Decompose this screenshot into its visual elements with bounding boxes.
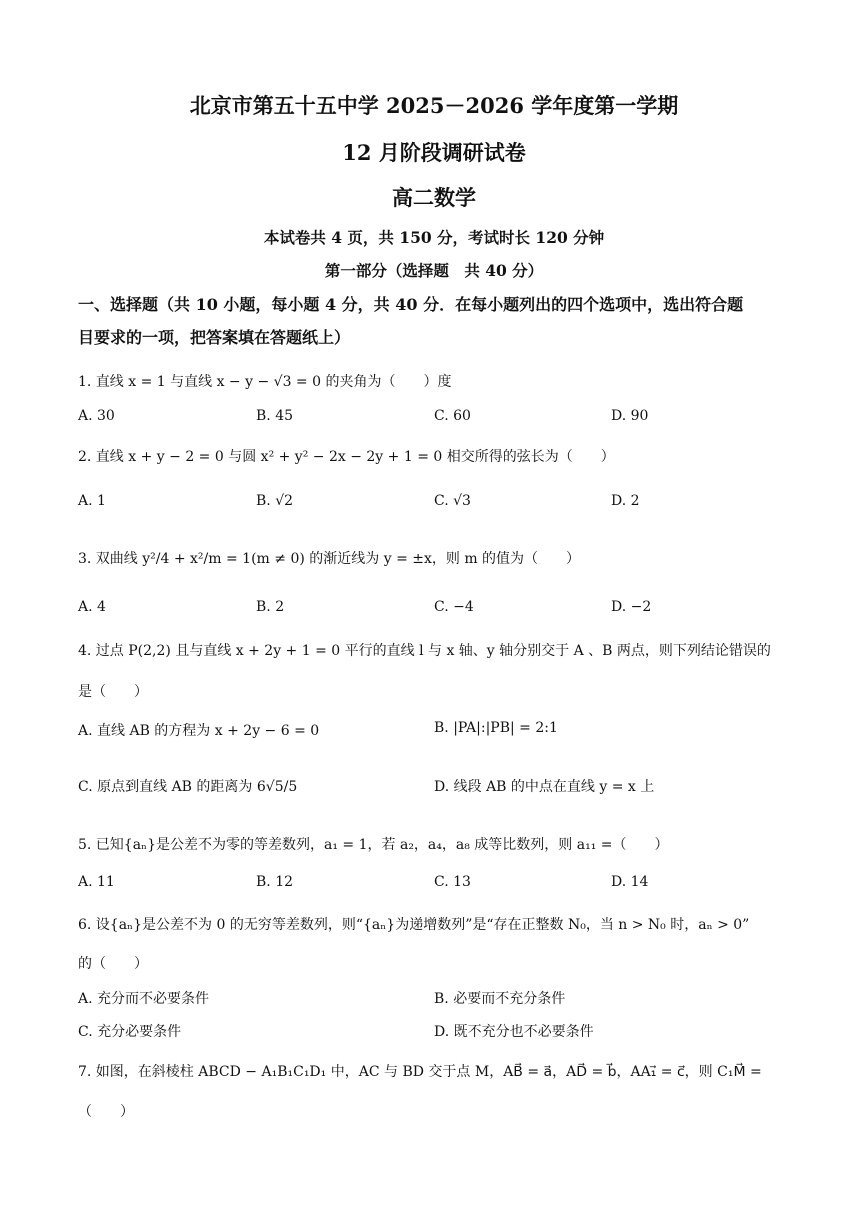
section-instructions-line2: 目要求的一项，把答案填在答题纸上） bbox=[78, 328, 351, 347]
question-2-option-a: A. 1 bbox=[78, 493, 106, 509]
question-4-stem-line2: 是（ ） bbox=[78, 684, 148, 700]
question-5-stem: 5. 已知{aₙ}是公差不为零的等差数列，a₁ = 1，若 a₂，a₄，a₈ 成等比数列，则 a₁₁ =（ ） bbox=[78, 837, 669, 853]
question-6-option-d: D. 既不充分也不必要条件 bbox=[434, 1024, 594, 1040]
question-5-option-b: B. 12 bbox=[256, 874, 294, 890]
question-4-option-a: A. 直线 AB 的方程为 x + 2y − 6 = 0 bbox=[78, 723, 320, 739]
section-instructions-line1: 一、选择题（共 10 小题，每小题 4 分，共 40 分．在每小题列出的四个选项中，选出符合题 bbox=[78, 295, 744, 314]
exam-title-line1: 北京市第五十五中学 2025－2026 学年度第一学期 bbox=[189, 93, 679, 118]
exam-info: 本试卷共 4 页，共 150 分，考试时长 120 分钟 bbox=[263, 228, 605, 247]
question-3-option-d: D. −2 bbox=[611, 599, 652, 615]
question-4-option-d: D. 线段 AB 的中点在直线 y = x 上 bbox=[434, 779, 655, 795]
question-6-option-a: A. 充分而不必要条件 bbox=[78, 991, 210, 1007]
exam-title-line2: 12 月阶段调研试卷 bbox=[342, 140, 526, 165]
question-6-stem-line1: 6. 设{aₙ}是公差不为 0 的无穷等差数列，则“{aₙ}为递增数列”是“存在正整数 N₀，当 n > N₀ 时，aₙ > 0” bbox=[78, 917, 750, 933]
question-2-option-d: D. 2 bbox=[611, 493, 640, 509]
question-6-stem-line2: 的（ ） bbox=[78, 956, 148, 972]
question-7-stem-line1: 7. 如图，在斜棱柱 ABCD − A₁B₁C₁D₁ 中，AC 与 BD 交于点 M，AB⃗ = a⃗，AD⃗ = b⃗，AA₁⃗ = c⃗，则 C₁M⃗ = bbox=[78, 1064, 762, 1080]
question-2-option-c: C. √3 bbox=[434, 493, 471, 509]
exam-subject: 高二数学 bbox=[392, 185, 476, 210]
question-3-option-b: B. 2 bbox=[256, 599, 285, 615]
question-5-option-c: C. 13 bbox=[434, 874, 471, 890]
question-4-option-c: C. 原点到直线 AB 的距离为 6√5/5 bbox=[78, 779, 298, 795]
question-3-option-c: C. −4 bbox=[434, 599, 474, 615]
question-1-option-a: A. 30 bbox=[78, 408, 115, 424]
question-3-option-a: A. 4 bbox=[78, 599, 106, 615]
question-4-option-b: B. |PA|:|PB| = 2:1 bbox=[434, 720, 558, 736]
question-1-option-d: D. 90 bbox=[611, 408, 649, 424]
question-3-stem: 3. 双曲线 y²/4 + x²/m = 1(m ≠ 0) 的渐近线为 y = ±x，则 m 的值为（ ） bbox=[78, 551, 581, 567]
question-2-stem: 2. 直线 x + y − 2 = 0 与圆 x² + y² − 2x − 2y + 1 = 0 相交所得的弦长为（ ） bbox=[78, 449, 615, 465]
question-5-option-d: D. 14 bbox=[611, 874, 649, 890]
question-6-option-c: C. 充分必要条件 bbox=[78, 1024, 182, 1040]
question-1-option-b: B. 45 bbox=[256, 408, 294, 424]
question-7-stem-line2: （ ） bbox=[78, 1104, 134, 1120]
question-6-option-b: B. 必要而不充分条件 bbox=[434, 991, 566, 1007]
question-1-option-c: C. 60 bbox=[434, 408, 471, 424]
part-heading: 第一部分（选择题 共 40 分） bbox=[324, 261, 544, 280]
question-4-stem-line1: 4. 过点 P(2,2) 且与直线 x + 2y + 1 = 0 平行的直线 l 与 x 轴、y 轴分别交于 A 、B 两点，则下列结论错误的 bbox=[78, 643, 771, 659]
question-2-option-b: B. √2 bbox=[256, 493, 294, 509]
question-5-option-a: A. 11 bbox=[78, 874, 115, 890]
question-1-stem: 1. 直线 x = 1 与直线 x − y − √3 = 0 的夹角为（ ）度 bbox=[78, 374, 452, 390]
